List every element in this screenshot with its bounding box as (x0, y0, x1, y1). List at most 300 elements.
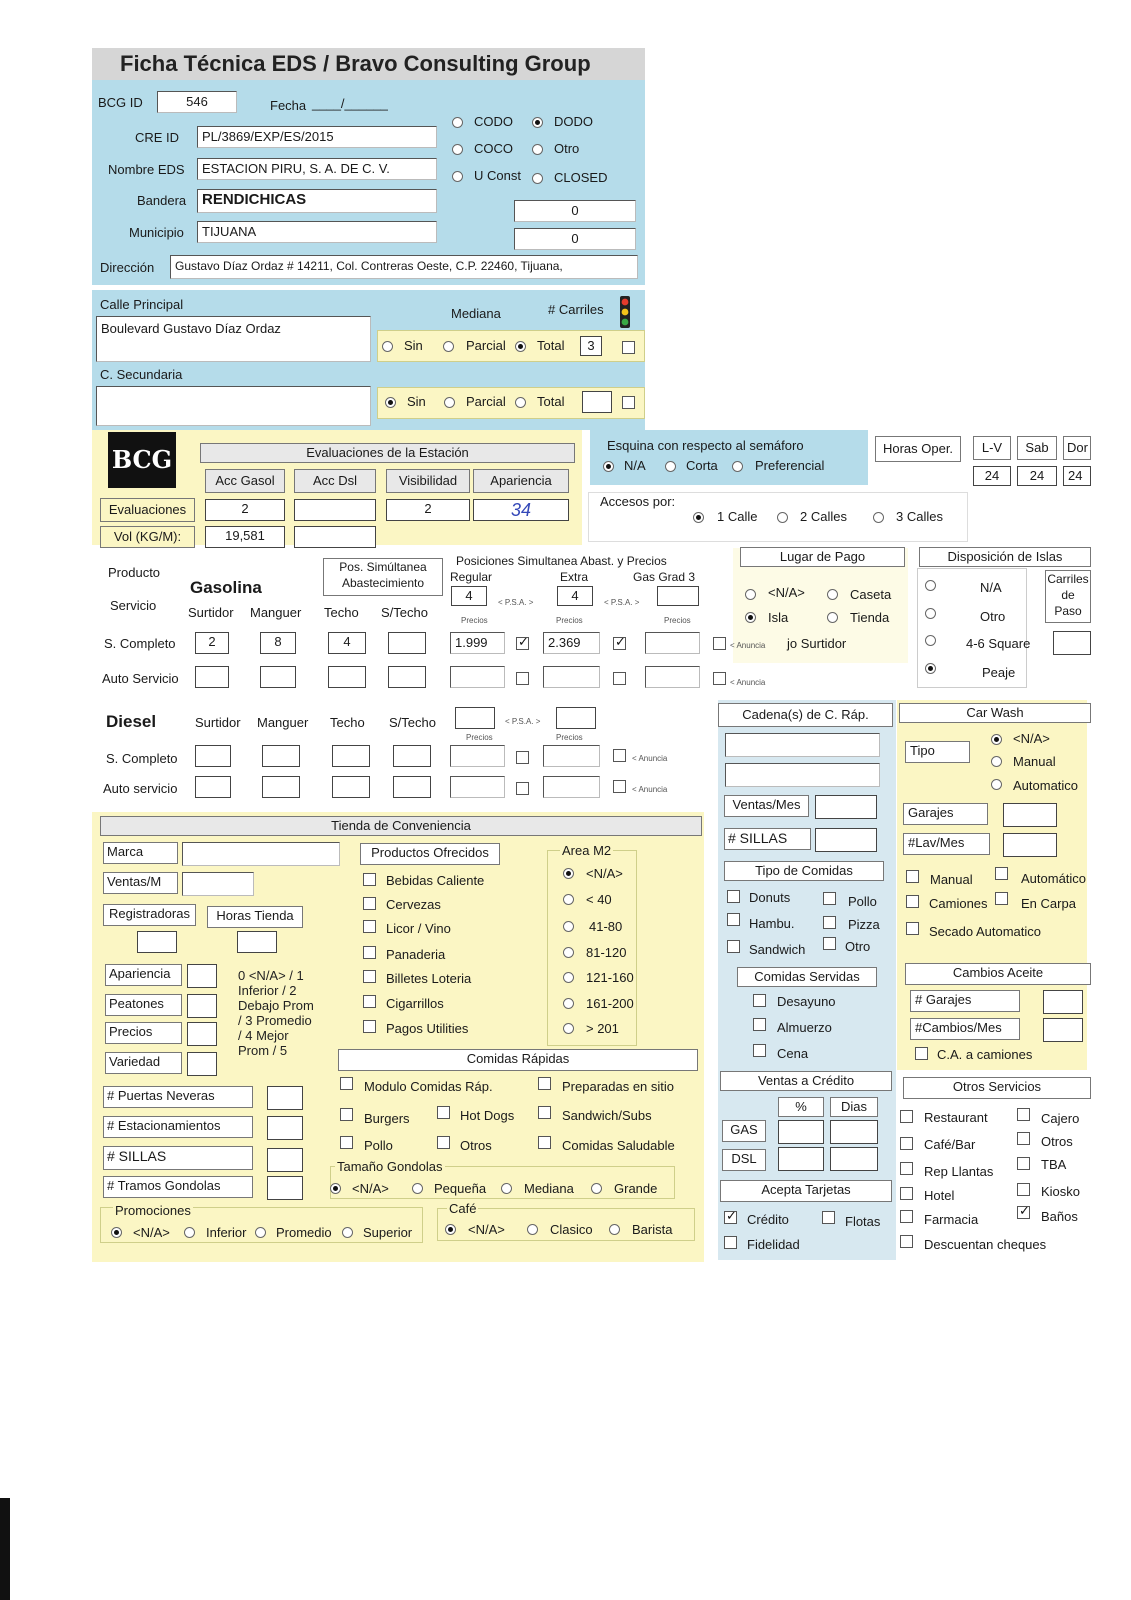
gondolas-na-radio[interactable] (330, 1183, 341, 1194)
cigarrillos-check[interactable] (363, 995, 376, 1008)
credito-dsl-pct[interactable] (778, 1147, 824, 1171)
eval-apariencia[interactable]: 34 (473, 499, 569, 521)
registradoras-field[interactable] (137, 931, 177, 953)
principal-check[interactable] (622, 341, 635, 354)
producto-label: Producto (108, 565, 161, 580)
accesos-2-radio[interactable] (777, 512, 788, 523)
preparadas-label: Preparadas en sitio (562, 1079, 675, 1094)
carwash-carpa-label: En Carpa (1021, 896, 1076, 911)
hotel-label: Hotel (924, 1188, 955, 1203)
area-na-label: <N/A> (586, 866, 623, 881)
promo-inferior-radio[interactable] (184, 1227, 195, 1238)
puertas-label: # Puertas Neveras (103, 1086, 253, 1108)
gas-auto-anuncia-regular[interactable] (516, 672, 529, 685)
horas-tienda-label: Horas Tienda (207, 906, 303, 928)
coco-label: COCO (474, 141, 513, 156)
horas-sab[interactable]: 24 (1017, 466, 1057, 486)
precios-tienda-field[interactable] (187, 1022, 217, 1046)
comidas-rapidas-header: Comidas Rápidas (338, 1049, 698, 1071)
diesel-precios-label: Precios (466, 733, 493, 742)
cafe-barista-radio[interactable] (609, 1224, 620, 1235)
ca-camiones-check[interactable] (915, 1047, 928, 1060)
bajo-surtidor-label: jo Surtidor (787, 636, 847, 651)
area-81-120-radio[interactable] (563, 947, 574, 958)
gas-auto-anuncia-label: < Anuncia (730, 678, 766, 687)
cambios-mes-field[interactable] (1043, 1018, 1083, 1042)
principal-total-radio[interactable] (515, 341, 526, 352)
gas-auto-label: Auto Servicio (102, 671, 179, 686)
diesel-completo-manguer[interactable] (262, 745, 300, 767)
tipo-comidas-header: Tipo de Comidas (724, 861, 884, 881)
tramos-field[interactable] (267, 1176, 303, 1200)
pago-isla-label: Isla (768, 610, 789, 625)
cervezas-check[interactable] (363, 897, 376, 910)
islas-otro-radio[interactable] (925, 608, 936, 619)
esquina-corta-radio[interactable] (665, 461, 676, 472)
hotel-check[interactable] (900, 1187, 913, 1200)
credito-gas-label: GAS (722, 1120, 766, 1142)
estacionamientos-field[interactable] (267, 1116, 303, 1140)
diesel-completo-precio-1[interactable] (450, 745, 505, 767)
tarjetas-header: Acepta Tarjetas (720, 1180, 892, 1202)
gas-auto-precio-grad3[interactable] (645, 666, 700, 688)
horas-dom[interactable]: 24 (1063, 466, 1091, 486)
comidas-servidas-header: Comidas Servidas (737, 967, 877, 987)
banos-check[interactable] (1017, 1206, 1030, 1219)
area-161-200-radio[interactable] (563, 998, 574, 1009)
apariencia-tienda-label: Apariencia (105, 964, 182, 986)
principal-parcial-label: Parcial (466, 338, 506, 353)
cajero-check[interactable] (1017, 1108, 1030, 1121)
cafe-clasico-radio[interactable] (527, 1224, 538, 1235)
cafe-na-label: <N/A> (468, 1222, 505, 1237)
promo-inferior-label: Inferior (206, 1225, 247, 1240)
gas-completo-manguer[interactable]: 8 (260, 632, 296, 654)
marca-field[interactable] (182, 842, 340, 866)
carriles-paso-field[interactable] (1053, 631, 1091, 655)
donuts-check[interactable] (727, 890, 740, 903)
col-acc-dsl: Acc Dsl (294, 469, 376, 493)
gas-auto-anuncia-extra[interactable] (613, 672, 626, 685)
gas-completo-surtidor[interactable]: 2 (195, 632, 229, 654)
pagos-label: Pagos Utilities (386, 1021, 469, 1036)
extra-label: Extra (560, 570, 589, 584)
eval-acc-dsl[interactable] (294, 499, 376, 521)
car-wash-tipo-label: Tipo (905, 741, 970, 763)
gondolas-na-label: <N/A> (352, 1181, 389, 1196)
accesos-1-radio[interactable] (693, 512, 704, 523)
gas-auto-techo[interactable] (328, 666, 366, 688)
apariencia-tienda-field[interactable] (187, 964, 217, 988)
servicio-label: Servicio (110, 598, 157, 613)
bebidas-check[interactable] (363, 873, 376, 886)
peatones-field[interactable] (187, 994, 217, 1018)
principal-carriles-field[interactable]: 3 (580, 336, 602, 356)
principal-sin-radio[interactable] (382, 341, 393, 352)
field-b[interactable]: 0 (514, 228, 636, 250)
cena-check[interactable] (753, 1044, 766, 1057)
burgers-check[interactable] (340, 1108, 353, 1121)
esquina-preferencial-radio[interactable] (732, 461, 743, 472)
islas-peaje-radio[interactable] (925, 663, 936, 674)
kiosko-check[interactable] (1017, 1183, 1030, 1196)
uconst-radio[interactable] (452, 171, 463, 182)
vol-acc-gasol[interactable]: 19,581 (205, 526, 285, 548)
diesel-surtidor-label: Surtidor (195, 715, 241, 730)
diesel-auto-anuncia-1[interactable] (516, 782, 529, 795)
municipio-label: Municipio (129, 225, 184, 240)
diesel-completo-anuncia-1[interactable] (516, 751, 529, 764)
credito-pct-label: % (778, 1097, 824, 1117)
diesel-auto-techo[interactable] (332, 776, 370, 798)
closed-radio[interactable] (532, 173, 543, 184)
desayuno-label: Desayuno (777, 994, 836, 1009)
otro-radio[interactable] (532, 144, 543, 155)
cambios-garajes-field[interactable] (1043, 990, 1083, 1014)
pago-caseta-label: Caseta (850, 587, 892, 602)
diesel-completo-surtidor[interactable] (195, 745, 231, 767)
islas-square-radio[interactable] (925, 635, 936, 646)
gas-completo-precio-extra[interactable]: 2.369 (543, 632, 600, 654)
rep-llantas-check[interactable] (900, 1162, 913, 1175)
otros-rapida-label: Otros (460, 1138, 492, 1153)
sandwich-check[interactable] (727, 940, 740, 953)
billetes-label: Billetes Loteria (386, 971, 472, 986)
promo-superior-radio[interactable] (342, 1227, 353, 1238)
fecha-value[interactable]: ____/______ (312, 96, 388, 111)
hambu-check[interactable] (727, 913, 740, 926)
secundaria-sin-label: Sin (407, 394, 426, 409)
codo-radio[interactable] (452, 117, 463, 128)
principal-parcial-radio[interactable] (443, 341, 454, 352)
promo-promedio-radio[interactable] (255, 1227, 266, 1238)
area-201-radio[interactable] (563, 1023, 574, 1034)
row-vol-label: Vol (KG/M): (100, 526, 195, 548)
carwash-carpa-check[interactable] (995, 892, 1008, 905)
gas-completo-anuncia-extra[interactable] (613, 637, 626, 650)
pago-tienda-label: Tienda (850, 610, 890, 625)
puertas-field[interactable] (267, 1086, 303, 1110)
diesel-completo-techo[interactable] (332, 745, 370, 767)
variedad-field[interactable] (187, 1052, 217, 1076)
pago-caseta-radio[interactable] (827, 589, 838, 600)
municipio-field[interactable]: TIJUANA (197, 221, 437, 243)
restaurant-label: Restaurant (924, 1110, 988, 1125)
diesel-pos-field[interactable] (455, 707, 495, 729)
area-201-label: > 201 (586, 1021, 619, 1036)
sandwich-subs-check[interactable] (538, 1106, 551, 1119)
otros-rapida-check[interactable] (437, 1136, 450, 1149)
precios-header: Posiciones Simultanea Abast. y Precios (456, 554, 667, 568)
area-121-160-radio[interactable] (563, 972, 574, 983)
tba-check[interactable] (1017, 1157, 1030, 1170)
cadena-sillas-label: # SILLAS (724, 828, 811, 850)
cadena-sillas-field[interactable] (815, 828, 877, 852)
cre-id-field[interactable]: PL/3869/EXP/ES/2015 (197, 126, 437, 148)
fidelidad-label: Fidelidad (747, 1237, 800, 1252)
accesos-3-label: 3 Calles (896, 509, 943, 524)
eval-acc-gasol[interactable]: 2 (205, 499, 285, 521)
horas-lv[interactable]: 24 (973, 466, 1011, 486)
scale-line-1: 0 <N/A> / 1 (238, 968, 304, 983)
vol-acc-dsl[interactable] (294, 526, 376, 548)
secundaria-parcial-radio[interactable] (444, 397, 455, 408)
car-wash-header: Car Wash (899, 703, 1091, 723)
pollo-rapida-check[interactable] (340, 1136, 353, 1149)
scale-line-6: Prom / 5 (238, 1043, 288, 1058)
pago-na-radio[interactable] (745, 589, 756, 600)
area-na-radio[interactable] (563, 868, 574, 879)
diesel-pos-field-2[interactable] (556, 707, 596, 729)
carwash-lav-field[interactable] (1003, 833, 1057, 857)
donuts-label: Donuts (749, 890, 791, 905)
otro-label: Otro (554, 141, 580, 156)
carwash-secado-check[interactable] (906, 922, 919, 935)
cafe-bar-label: Café/Bar (924, 1137, 976, 1152)
carwash-manual-radio[interactable] (991, 756, 1002, 767)
pollo-rapida-label: Pollo (364, 1138, 393, 1153)
carwash-auto-radio[interactable] (991, 779, 1002, 790)
diesel-auto-precio-1[interactable] (450, 776, 505, 798)
diesel-auto-label: Auto servicio (103, 781, 178, 796)
cigarrillos-label: Cigarrillos (386, 996, 444, 1011)
cambios-mes-label: #Cambios/Mes (910, 1018, 1020, 1040)
credito-dsl-dias[interactable] (830, 1147, 878, 1171)
bandera-field[interactable]: RENDICHICAS (197, 189, 437, 213)
esquina-na-radio[interactable] (603, 461, 614, 472)
ventas-tienda-field[interactable] (182, 872, 254, 896)
gondolas-pequena-radio[interactable] (412, 1183, 423, 1194)
carwash-manual-check[interactable] (906, 870, 919, 883)
diesel-auto-anuncia-2[interactable] (613, 780, 626, 793)
diesel-psa-label: < P.S.A. > (505, 717, 541, 726)
pos-extra-field[interactable]: 4 (557, 586, 593, 606)
diesel-auto-manguer[interactable] (262, 776, 300, 798)
licor-label: Licor / Vino (386, 921, 451, 936)
secundaria-check[interactable] (622, 396, 635, 409)
precios-regular-label: Precios (461, 616, 488, 625)
direccion-field[interactable]: Gustavo Díaz Ordaz # 14211, Col. Contreras Oeste, C.P. 22460, Tijuana, (170, 255, 638, 279)
pago-isla-radio[interactable] (745, 612, 756, 623)
credito-gas-dias[interactable] (830, 1120, 878, 1144)
calle-secundaria-field[interactable] (96, 386, 371, 426)
esquina-na-label: N/A (624, 458, 646, 473)
accesos-2-label: 2 Calles (800, 509, 847, 524)
saludable-check[interactable] (538, 1136, 551, 1149)
bcg-id-field[interactable]: 546 (157, 91, 237, 113)
promo-na-radio[interactable] (111, 1227, 122, 1238)
accesos-1-label: 1 Calle (717, 509, 758, 524)
area-81-120-label: 81-120 (586, 945, 627, 960)
accesos-label: Accesos por: (600, 494, 676, 509)
secundaria-total-radio[interactable] (515, 397, 526, 408)
marca-label: Marca (103, 842, 178, 864)
carwash-automatico-check[interactable] (995, 867, 1008, 880)
sillas-tienda-field[interactable] (267, 1148, 303, 1172)
gas-auto-precio-regular[interactable] (450, 666, 505, 688)
gas-auto-stecho[interactable] (388, 666, 426, 688)
cadena-ventas-label: Ventas/Mes (724, 795, 809, 817)
otros-label: Otros (1041, 1134, 1073, 1149)
hambu-label: Hambu. (749, 916, 795, 931)
islas-na-label: N/A (980, 580, 1002, 595)
pos-simultanea-header: Pos. Simúltanea Abastecimiento (323, 558, 443, 596)
diesel-auto-precio-2[interactable] (543, 776, 600, 798)
farmacia-check[interactable] (900, 1210, 913, 1223)
variedad-label: Variedad (105, 1052, 182, 1074)
col-acc-gasol: Acc Gasol (205, 469, 285, 493)
gondolas-mediana-label: Mediana (524, 1181, 574, 1196)
diesel-completo-stecho[interactable] (393, 745, 431, 767)
col-visibilidad: Visibilidad (386, 469, 470, 493)
diesel-techo-label: Techo (330, 715, 365, 730)
saludable-label: Comidas Saludable (562, 1138, 675, 1153)
cadena-field-1[interactable] (725, 733, 880, 757)
eval-visibilidad[interactable]: 2 (386, 499, 470, 521)
otros-header: Otros Servicios (903, 1077, 1091, 1099)
gas-completo-precio-regular[interactable]: 1.999 (450, 632, 505, 654)
pos-regular-field[interactable]: 4 (451, 586, 487, 606)
horas-col-dom: Dor (1063, 436, 1091, 460)
regular-label: Regular (450, 570, 493, 584)
gas-completo-anuncia-regular[interactable] (516, 637, 529, 650)
diesel-completo-label: S. Completo (106, 751, 178, 766)
diesel-completo-precio-2[interactable] (543, 745, 600, 767)
horas-tienda-field[interactable] (237, 931, 277, 953)
cafe-label: Café (449, 1201, 477, 1216)
accesos-3-radio[interactable] (873, 512, 884, 523)
pago-tienda-radio[interactable] (827, 612, 838, 623)
panaderia-check[interactable] (363, 946, 376, 959)
gas-auto-manguer[interactable] (260, 666, 296, 688)
sillas-tienda-label: # SILLAS (103, 1146, 253, 1170)
promo-superior-label: Superior (363, 1225, 413, 1240)
cambios-header: Cambios Aceite (905, 963, 1091, 985)
coco-radio[interactable] (452, 144, 463, 155)
cadena-field-2[interactable] (725, 763, 880, 787)
gas-auto-precio-extra[interactable] (543, 666, 600, 688)
diesel-title: Diesel (106, 712, 157, 731)
gasolina-surtidor-label: Surtidor (188, 605, 234, 620)
gondolas-grande-label: Grande (614, 1181, 658, 1196)
pollo-label: Pollo (848, 894, 877, 909)
hotdogs-check[interactable] (437, 1106, 450, 1119)
diesel-auto-stecho[interactable] (393, 776, 431, 798)
credito-dsl-label: DSL (722, 1149, 766, 1171)
pollo-check[interactable] (823, 892, 836, 905)
uconst-label: U Const (474, 168, 521, 183)
bcg-logo: BCG (108, 432, 176, 488)
tramos-label: # Tramos Gondolas (103, 1176, 253, 1198)
licor-check[interactable] (363, 920, 376, 933)
precios-extra-label: Precios (556, 616, 583, 625)
modulo-check[interactable] (340, 1077, 353, 1090)
cafe-bar-check[interactable] (900, 1137, 913, 1150)
carwash-na-radio[interactable] (991, 734, 1002, 745)
cadena-ventas-field[interactable] (815, 795, 877, 819)
otros-check[interactable] (1017, 1132, 1030, 1145)
credito-tarjeta-check[interactable] (724, 1211, 737, 1224)
calle-principal-field[interactable]: Boulevard Gustavo Díaz Ordaz (96, 316, 371, 362)
horas-col-lv: L-V (973, 436, 1011, 460)
descuentan-check[interactable] (900, 1235, 913, 1248)
carwash-garajes-field[interactable] (1003, 803, 1057, 827)
islas-na-radio[interactable] (925, 580, 936, 591)
promo-promedio-label: Promedio (276, 1225, 332, 1240)
gas-completo-stecho[interactable] (388, 632, 426, 654)
diesel-completo-anuncia-label: < Anuncia (632, 754, 668, 763)
fecha-label: Fecha (270, 98, 307, 113)
cafe-na-radio[interactable] (445, 1224, 456, 1235)
pago-na-label: <N/A> (768, 585, 805, 600)
diesel-auto-surtidor[interactable] (195, 776, 231, 798)
islas-peaje-label: Peaje (982, 665, 1016, 680)
secundaria-parcial-label: Parcial (466, 394, 506, 409)
gas-completo-anuncia-grad3[interactable] (713, 637, 726, 650)
flotas-check[interactable] (822, 1211, 835, 1224)
field-a[interactable]: 0 (514, 200, 636, 222)
precios-grad3-label: Precios (664, 616, 691, 625)
gasolina-techo-label: Techo (324, 605, 359, 620)
carwash-garajes-label: Garajes (903, 803, 988, 825)
cadena-header: Cadena(s) de C. Ráp. (718, 703, 893, 727)
diesel-manguer-label: Manguer (257, 715, 309, 730)
carwash-camiones-label: Camiones (929, 896, 988, 911)
gasolina-title: Gasolina (190, 578, 262, 597)
gas-completo-precio-grad3[interactable] (645, 632, 700, 654)
pagos-check[interactable] (363, 1020, 376, 1033)
gas-auto-anuncia-grad3[interactable] (713, 672, 726, 685)
otro-comida-check[interactable] (823, 937, 836, 950)
gondolas-mediana-radio[interactable] (501, 1183, 512, 1194)
preparadas-check[interactable] (538, 1077, 551, 1090)
carriles-paso-label: Carriles de Paso (1045, 570, 1091, 623)
desayuno-check[interactable] (753, 994, 766, 1007)
gas-completo-label: S. Completo (104, 636, 176, 651)
tienda-header: Tienda de Conveniencia (100, 816, 702, 836)
gondolas-label: Tamaño Gondolas (337, 1159, 443, 1174)
pos-grad3-field[interactable] (657, 586, 699, 606)
gondolas-pequena-label: Pequeña (434, 1181, 487, 1196)
bebidas-label: Bebidas Caliente (386, 873, 485, 888)
credito-gas-pct[interactable] (778, 1120, 824, 1144)
cajero-label: Cajero (1041, 1111, 1080, 1126)
gas-completo-anuncia-label: < Anuncia (730, 641, 766, 650)
restaurant-check[interactable] (900, 1110, 913, 1123)
nombre-field[interactable]: ESTACION PIRU, S. A. DE C. V. (197, 158, 437, 180)
area-40-radio[interactable] (563, 894, 574, 905)
carwash-camiones-check[interactable] (906, 895, 919, 908)
area-41-80-label: 41-80 (589, 919, 623, 934)
dodo-radio[interactable] (532, 117, 543, 128)
horas-col-sab: Sab (1017, 436, 1057, 460)
scan-edge-shadow (0, 1498, 10, 1600)
gondolas-grande-radio[interactable] (591, 1183, 602, 1194)
diesel-completo-anuncia-2[interactable] (613, 749, 626, 762)
rating-scale (238, 968, 314, 1058)
secundaria-carriles-field[interactable] (582, 391, 612, 413)
area-41-80-radio[interactable] (563, 921, 574, 932)
gas-completo-techo[interactable]: 4 (328, 632, 366, 654)
almuerzo-check[interactable] (753, 1018, 766, 1031)
billetes-check[interactable] (363, 970, 376, 983)
secundaria-sin-radio[interactable] (385, 397, 396, 408)
secundaria-total-label: Total (537, 394, 565, 409)
fidelidad-check[interactable] (724, 1236, 737, 1249)
codo-label: CODO (474, 114, 513, 129)
pizza-check[interactable] (823, 916, 836, 929)
gas-auto-surtidor[interactable] (195, 666, 229, 688)
